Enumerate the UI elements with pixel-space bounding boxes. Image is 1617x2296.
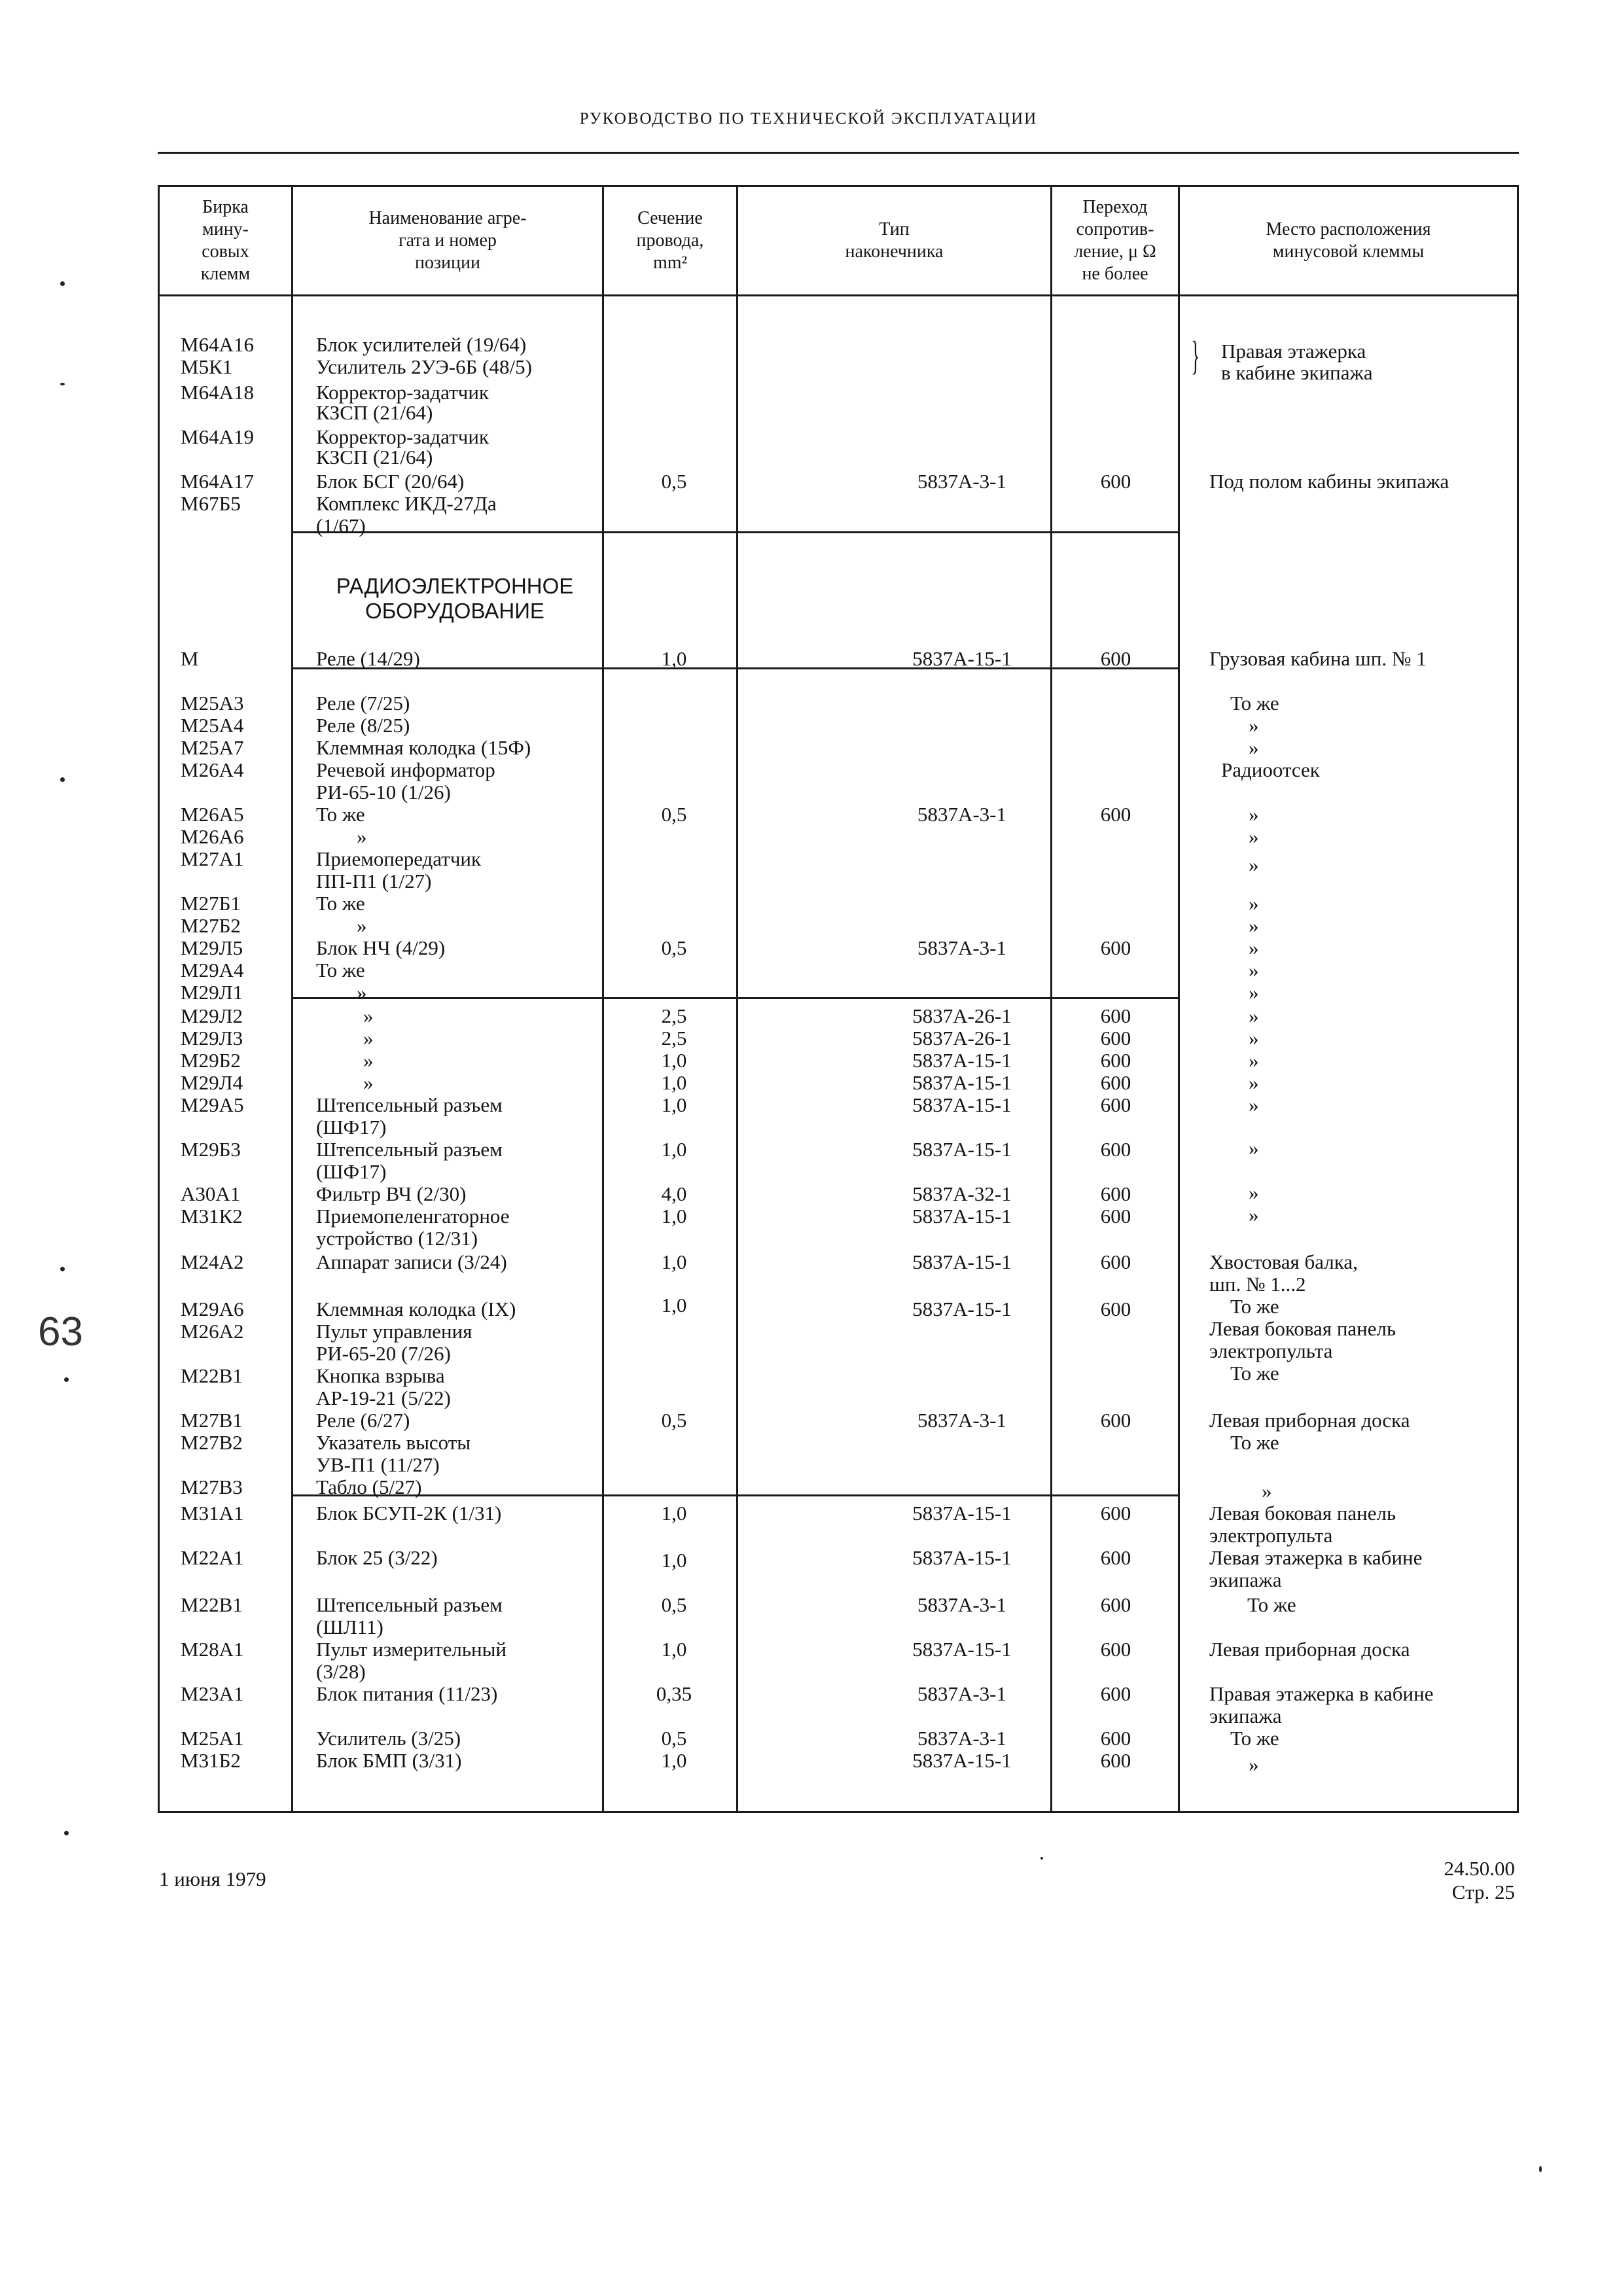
wire-section-cell: 1,0 (661, 1549, 687, 1572)
unit-name-cell: ПП-П1 (1/27) (316, 870, 432, 892)
terminal-tag-cell: М25А4 (181, 714, 244, 737)
contact-resistance-cell: 600 (1100, 1749, 1131, 1772)
terminal-location-cell: » (1249, 736, 1259, 759)
unit-name-cell: Корректор-задатчик (316, 425, 489, 448)
scan-dot (60, 1267, 65, 1271)
lug-type-cell: 5837А-3-1 (917, 1682, 1007, 1705)
contact-resistance-cell: 600 (1100, 1409, 1131, 1432)
unit-name-cell: Реле (6/27) (316, 1409, 410, 1432)
section-title: РАДИОЭЛЕКТРОННОЕ ОБОРУДОВАНИЕ (336, 574, 574, 623)
unit-name-cell: Блок 25 (3/22) (316, 1546, 438, 1569)
wire-section-cell: 1,0 (661, 1138, 687, 1161)
lug-type-cell: 5837А-3-1 (917, 803, 1007, 826)
scan-dot (60, 383, 65, 385)
wire-section-cell: 1,0 (661, 1205, 687, 1227)
contact-resistance-cell: 600 (1100, 1638, 1131, 1661)
column-rule (158, 185, 160, 1813)
unit-name-cell: (ШФ17) (316, 1160, 387, 1183)
contact-resistance-cell: 600 (1100, 1138, 1131, 1161)
unit-name-cell: Корректор-задатчик (316, 381, 489, 404)
terminal-location-cell: » (1249, 853, 1259, 876)
terminal-tag-cell: М31А1 (181, 1502, 244, 1525)
column-rule (1517, 185, 1519, 1813)
unit-name-cell: Блок усилителей (19/64) (316, 333, 527, 356)
unit-name-cell: Реле (7/25) (316, 692, 410, 715)
wire-section-cell: 1,0 (661, 1071, 687, 1094)
terminal-location-cell: То же (1230, 1295, 1279, 1318)
unit-name-cell: Клеммная колодка (15Ф) (316, 736, 531, 759)
lug-type-cell: 5837А-26-1 (912, 1004, 1012, 1027)
unit-name-cell: АР-19-21 (5/22) (316, 1386, 451, 1409)
terminal-location-cell: » (1249, 825, 1259, 848)
terminal-location-cell: Грузовая кабина шп. № 1 (1209, 647, 1427, 670)
scan-dot (60, 281, 65, 286)
terminal-location-cell: Левая этажерка в кабине (1209, 1546, 1423, 1569)
terminal-tag-cell: М27А1 (181, 847, 244, 870)
group-rule (291, 531, 1180, 533)
contact-resistance-cell: 600 (1100, 647, 1131, 670)
terminal-tag-cell: М64А16 (181, 333, 254, 356)
terminal-location-cell: То же (1247, 1593, 1296, 1616)
terminal-location-cell: » (1249, 1027, 1259, 1050)
terminal-location-cell: в кабине экипажа (1221, 361, 1373, 384)
terminal-location-cell: » (1249, 959, 1259, 981)
unit-name-cell: КЗСП (21/64) (316, 401, 433, 424)
terminal-location-cell: » (1249, 981, 1259, 1004)
terminal-tag-cell: М22А1 (181, 1546, 244, 1569)
contact-resistance-cell: 600 (1100, 1027, 1131, 1050)
terminal-location-cell: экипажа (1209, 1704, 1282, 1727)
terminal-location-cell: » (1249, 914, 1259, 937)
contact-resistance-cell: 600 (1100, 1546, 1131, 1569)
unit-name-cell: (ШЛ11) (316, 1616, 383, 1638)
scan-dot (60, 777, 65, 782)
lug-type-cell: 5837А-15-1 (912, 1298, 1012, 1320)
unit-name-cell: РИ-65-20 (7/26) (316, 1342, 451, 1365)
terminal-tag-cell: М23А1 (181, 1682, 244, 1705)
wire-section-cell: 0,5 (661, 1409, 687, 1432)
unit-name-cell: (ШФ17) (316, 1116, 387, 1139)
terminal-location-cell: Радиоотсек (1221, 758, 1320, 781)
wire-section-cell: 1,0 (661, 1049, 687, 1072)
terminal-location-cell: электропульта (1209, 1524, 1333, 1547)
group-rule (291, 1494, 1180, 1496)
terminal-tag-cell: М26А5 (181, 803, 244, 826)
wire-section-cell: 1,0 (661, 1638, 687, 1661)
terminal-location-cell: » (1249, 1004, 1259, 1027)
terminal-tag-cell: М67Б5 (181, 492, 241, 515)
terminal-location-cell: Под полом кабины экипажа (1209, 470, 1449, 493)
unit-name-cell: Кнопка взрыва (316, 1364, 445, 1387)
column-rule (1178, 185, 1180, 1813)
unit-name-cell: » (357, 914, 367, 937)
terminal-location-cell: Левая приборная доска (1209, 1638, 1410, 1661)
unit-name-cell: Штепсельный разъем (316, 1093, 503, 1116)
contact-resistance-cell: 600 (1100, 1298, 1131, 1320)
terminal-location-cell: » (1249, 936, 1259, 959)
lug-type-cell: 5837А-15-1 (912, 1138, 1012, 1161)
unit-name-cell: Пульт управления (316, 1320, 472, 1343)
lug-type-cell: 5837А-15-1 (912, 1546, 1012, 1569)
terminal-location-cell: То же (1230, 1727, 1279, 1750)
footer-page-number: Стр. 25 (1451, 1881, 1515, 1903)
terminal-location-cell: шп. № 1...2 (1209, 1273, 1306, 1296)
unit-name-cell: Блок НЧ (4/29) (316, 936, 446, 959)
lug-type-cell: 5837А-15-1 (912, 1093, 1012, 1116)
lug-type-cell: 5837А-15-1 (912, 1749, 1012, 1772)
terminal-location-cell: Правая этажерка в кабине (1209, 1682, 1434, 1705)
terminal-tag-cell: М64А19 (181, 425, 254, 448)
unit-name-cell: Штепсельный разъем (316, 1138, 503, 1161)
terminal-tag-cell: М26А4 (181, 758, 244, 781)
unit-name-cell: устройство (12/31) (316, 1227, 478, 1250)
lug-type-cell: 5837А-15-1 (912, 1250, 1012, 1273)
wire-section-cell: 0,5 (661, 1727, 687, 1750)
lug-type-cell: 5837А-32-1 (912, 1182, 1012, 1205)
unit-name-cell: Фильтр ВЧ (2/30) (316, 1182, 467, 1205)
unit-name-cell: КЗСП (21/64) (316, 446, 433, 468)
wire-section-cell: 0,5 (661, 470, 687, 493)
unit-name-cell: Штепсельный разъем (316, 1593, 503, 1616)
terminal-location-cell: » (1249, 1137, 1259, 1159)
unit-name-cell: Блок БСУП-2К (1/31) (316, 1502, 502, 1525)
terminal-tag-cell: М27В2 (181, 1431, 243, 1454)
terminal-tag-cell: М29А4 (181, 959, 244, 981)
wire-section-cell: 0,5 (661, 1593, 687, 1616)
table-bottom-rule (158, 1811, 1519, 1813)
terminal-location-cell: То же (1230, 692, 1279, 715)
scan-dot (1539, 2166, 1542, 2172)
column-header-location: Место расположения минусовой клеммы (1266, 219, 1431, 262)
wire-section-cell: 0,35 (656, 1682, 692, 1705)
column-header-section: Сечение провода, mm² (636, 208, 704, 273)
lug-type-cell: 5837А-15-1 (912, 1638, 1012, 1661)
terminal-tag-cell: М (181, 647, 199, 670)
unit-name-cell: (3/28) (316, 1660, 366, 1683)
unit-name-cell: Усилитель 2УЭ-6Б (48/5) (316, 355, 532, 378)
terminal-tag-cell: М29Б2 (181, 1049, 241, 1072)
terminal-location-cell: » (1249, 1753, 1259, 1776)
lug-type-cell: 5837А-15-1 (912, 647, 1012, 670)
terminal-tag-cell: М29Л5 (181, 936, 243, 959)
contact-resistance-cell: 600 (1100, 803, 1131, 826)
unit-name-cell: Реле (8/25) (316, 714, 410, 737)
terminal-tag-cell: М31Б2 (181, 1749, 241, 1772)
terminal-tag-cell: М64А18 (181, 381, 254, 404)
lug-type-cell: 5837А-3-1 (917, 1593, 1007, 1616)
column-rule (602, 185, 604, 1813)
column-rule (736, 185, 738, 1813)
terminal-location-cell: » (1249, 803, 1259, 826)
lug-type-cell: 5837А-15-1 (912, 1205, 1012, 1227)
column-header-tag: Бирка мину- совых клемм (200, 197, 251, 284)
unit-name-cell: То же (316, 892, 365, 915)
wire-section-cell: 1,0 (661, 1502, 687, 1525)
terminal-tag-cell: М27Б1 (181, 892, 241, 915)
unit-name-cell: Приемопеленгаторное (316, 1205, 510, 1227)
terminal-location-cell: » (1249, 892, 1259, 915)
contact-resistance-cell: 600 (1100, 1250, 1131, 1273)
terminal-tag-cell: М29Б3 (181, 1138, 241, 1161)
terminal-location-cell: То же (1230, 1362, 1279, 1385)
contact-resistance-cell: 600 (1100, 1093, 1131, 1116)
terminal-location-cell: Хвостовая балка, (1209, 1250, 1358, 1273)
contact-resistance-cell: 600 (1100, 1682, 1131, 1705)
terminal-location-cell: Левая боковая панель (1209, 1502, 1396, 1525)
terminal-tag-cell: А30А1 (181, 1182, 241, 1205)
terminal-tag-cell: М25А1 (181, 1727, 244, 1750)
contact-resistance-cell: 600 (1100, 1182, 1131, 1205)
handwritten-page-mark: 63 (38, 1309, 83, 1354)
running-header: РУКОВОДСТВО ПО ТЕХНИЧЕСКОЙ ЭКСПЛУАТАЦИИ (579, 110, 1038, 128)
unit-name-cell: То же (316, 959, 365, 981)
terminal-location-cell: экипажа (1209, 1568, 1282, 1591)
terminal-tag-cell: М27Б2 (181, 914, 241, 937)
contact-resistance-cell: 600 (1100, 470, 1131, 493)
unit-name-cell: » (363, 1004, 374, 1027)
contact-resistance-cell: 600 (1100, 936, 1131, 959)
wire-section-cell: 0,5 (661, 803, 687, 826)
terminal-location-cell: » (1249, 1181, 1259, 1204)
unit-name-cell: Указатель высоты (316, 1431, 471, 1454)
terminal-tag-cell: М27В1 (181, 1409, 243, 1432)
terminal-tag-cell: М29Л3 (181, 1027, 243, 1050)
unit-name-cell: Блок БСГ (20/64) (316, 470, 465, 493)
terminal-tag-cell: М27В3 (181, 1475, 243, 1498)
terminal-tag-cell: М64А17 (181, 470, 254, 493)
terminal-location-cell: » (1249, 1049, 1259, 1072)
terminal-tag-cell: М22В1 (181, 1364, 243, 1387)
terminal-location-cell: » (1249, 1203, 1259, 1226)
lug-type-cell: 5837А-15-1 (912, 1049, 1012, 1072)
unit-name-cell: » (363, 1027, 374, 1050)
column-rule (291, 185, 293, 1813)
lug-type-cell: 5837А-15-1 (912, 1502, 1012, 1525)
unit-name-cell: Блок питания (11/23) (316, 1682, 498, 1705)
brace-mark: } (1191, 334, 1200, 378)
terminal-location-cell: Левая боковая панель (1209, 1317, 1396, 1340)
terminal-tag-cell: М24А2 (181, 1250, 244, 1273)
terminal-tag-cell: М22В1 (181, 1593, 243, 1616)
terminal-tag-cell: М25А3 (181, 692, 244, 715)
contact-resistance-cell: 600 (1100, 1593, 1131, 1616)
contact-resistance-cell: 600 (1100, 1502, 1131, 1525)
wire-section-cell: 4,0 (661, 1182, 687, 1205)
unit-name-cell: » (357, 825, 367, 848)
terminal-tag-cell: М31К2 (181, 1205, 243, 1227)
lug-type-cell: 5837А-3-1 (917, 470, 1007, 493)
terminal-tag-cell: М28А1 (181, 1638, 244, 1661)
column-header-name: Наименование агре- гата и номер позиции (368, 208, 527, 273)
terminal-location-cell: » (1249, 1071, 1259, 1094)
header-bottom-rule (158, 294, 1519, 296)
unit-name-cell: » (363, 1071, 374, 1094)
unit-name-cell: Комплекс ИКД-27Да (316, 492, 497, 515)
terminal-location-cell: электропульта (1209, 1339, 1333, 1362)
wire-section-cell: 1,0 (661, 1294, 687, 1316)
lug-type-cell: 5837А-3-1 (917, 1727, 1007, 1750)
unit-name-cell: Аппарат записи (3/24) (316, 1250, 507, 1273)
terminal-location-cell: » (1249, 714, 1259, 737)
contact-resistance-cell: 600 (1100, 1205, 1131, 1227)
unit-name-cell: УВ-П1 (11/27) (316, 1453, 440, 1476)
terminal-location-cell: » (1262, 1479, 1272, 1502)
wire-section-cell: 2,5 (661, 1027, 687, 1050)
terminal-location-cell: Правая этажерка (1221, 340, 1366, 362)
column-header-resistance: Переход сопротив- ление, μ Ω не более (1074, 197, 1156, 284)
terminal-tag-cell: М29А5 (181, 1093, 244, 1116)
group-rule (291, 997, 1180, 999)
terminal-tag-cell: М5К1 (181, 355, 233, 378)
lug-type-cell: 5837А-3-1 (917, 936, 1007, 959)
wire-section-cell: 2,5 (661, 1004, 687, 1027)
terminal-tag-cell: М25А7 (181, 736, 244, 759)
column-header-lug-type: Тип наконечника (845, 219, 944, 262)
terminal-tag-cell: М29А6 (181, 1298, 244, 1320)
unit-name-cell: Приемопередатчик (316, 847, 482, 870)
header-rule (158, 152, 1519, 154)
unit-name-cell: Реле (14/29) (316, 647, 420, 670)
footer-date: 1 июня 1979 (159, 1867, 266, 1890)
scan-dot (64, 1831, 69, 1835)
unit-name-cell: Речевой информатор (316, 758, 495, 781)
contact-resistance-cell: 600 (1100, 1049, 1131, 1072)
wire-section-cell: 1,0 (661, 1749, 687, 1772)
wire-section-cell: 1,0 (661, 1093, 687, 1116)
lug-type-cell: 5837А-26-1 (912, 1027, 1012, 1050)
terminal-location-cell: » (1249, 1093, 1259, 1116)
unit-name-cell: » (363, 1049, 374, 1072)
terminal-tag-cell: М29Л2 (181, 1004, 243, 1027)
terminal-tag-cell: М26А6 (181, 825, 244, 848)
unit-name-cell: (1/67) (316, 514, 366, 537)
scan-dot (64, 1377, 69, 1382)
footer-doc-number: 24.50.00 (1444, 1857, 1515, 1880)
contact-resistance-cell: 600 (1100, 1071, 1131, 1094)
terminal-tag-cell: М29Л1 (181, 981, 243, 1004)
unit-name-cell: То же (316, 803, 365, 826)
terminal-tag-cell: М26А2 (181, 1320, 244, 1343)
unit-name-cell: Пульт измерительный (316, 1638, 507, 1661)
lug-type-cell: 5837А-15-1 (912, 1071, 1012, 1094)
lug-type-cell: 5837А-3-1 (917, 1409, 1007, 1432)
unit-name-cell: РИ-65-10 (1/26) (316, 781, 451, 804)
scan-dot (1040, 1857, 1043, 1860)
unit-name-cell: Клеммная колодка (IX) (316, 1298, 516, 1320)
contact-resistance-cell: 600 (1100, 1727, 1131, 1750)
unit-name-cell: Усилитель (3/25) (316, 1727, 461, 1750)
wire-section-cell: 0,5 (661, 936, 687, 959)
wire-section-cell: 1,0 (661, 647, 687, 670)
unit-name-cell: Табло (5/27) (316, 1475, 422, 1498)
terminal-location-cell: Левая приборная доска (1209, 1409, 1410, 1432)
contact-resistance-cell: 600 (1100, 1004, 1131, 1027)
terminal-location-cell: То же (1230, 1431, 1279, 1454)
unit-name-cell: » (357, 981, 367, 1004)
terminal-tag-cell: М29Л4 (181, 1071, 243, 1094)
wire-section-cell: 1,0 (661, 1250, 687, 1273)
unit-name-cell: Блок БМП (3/31) (316, 1749, 462, 1772)
